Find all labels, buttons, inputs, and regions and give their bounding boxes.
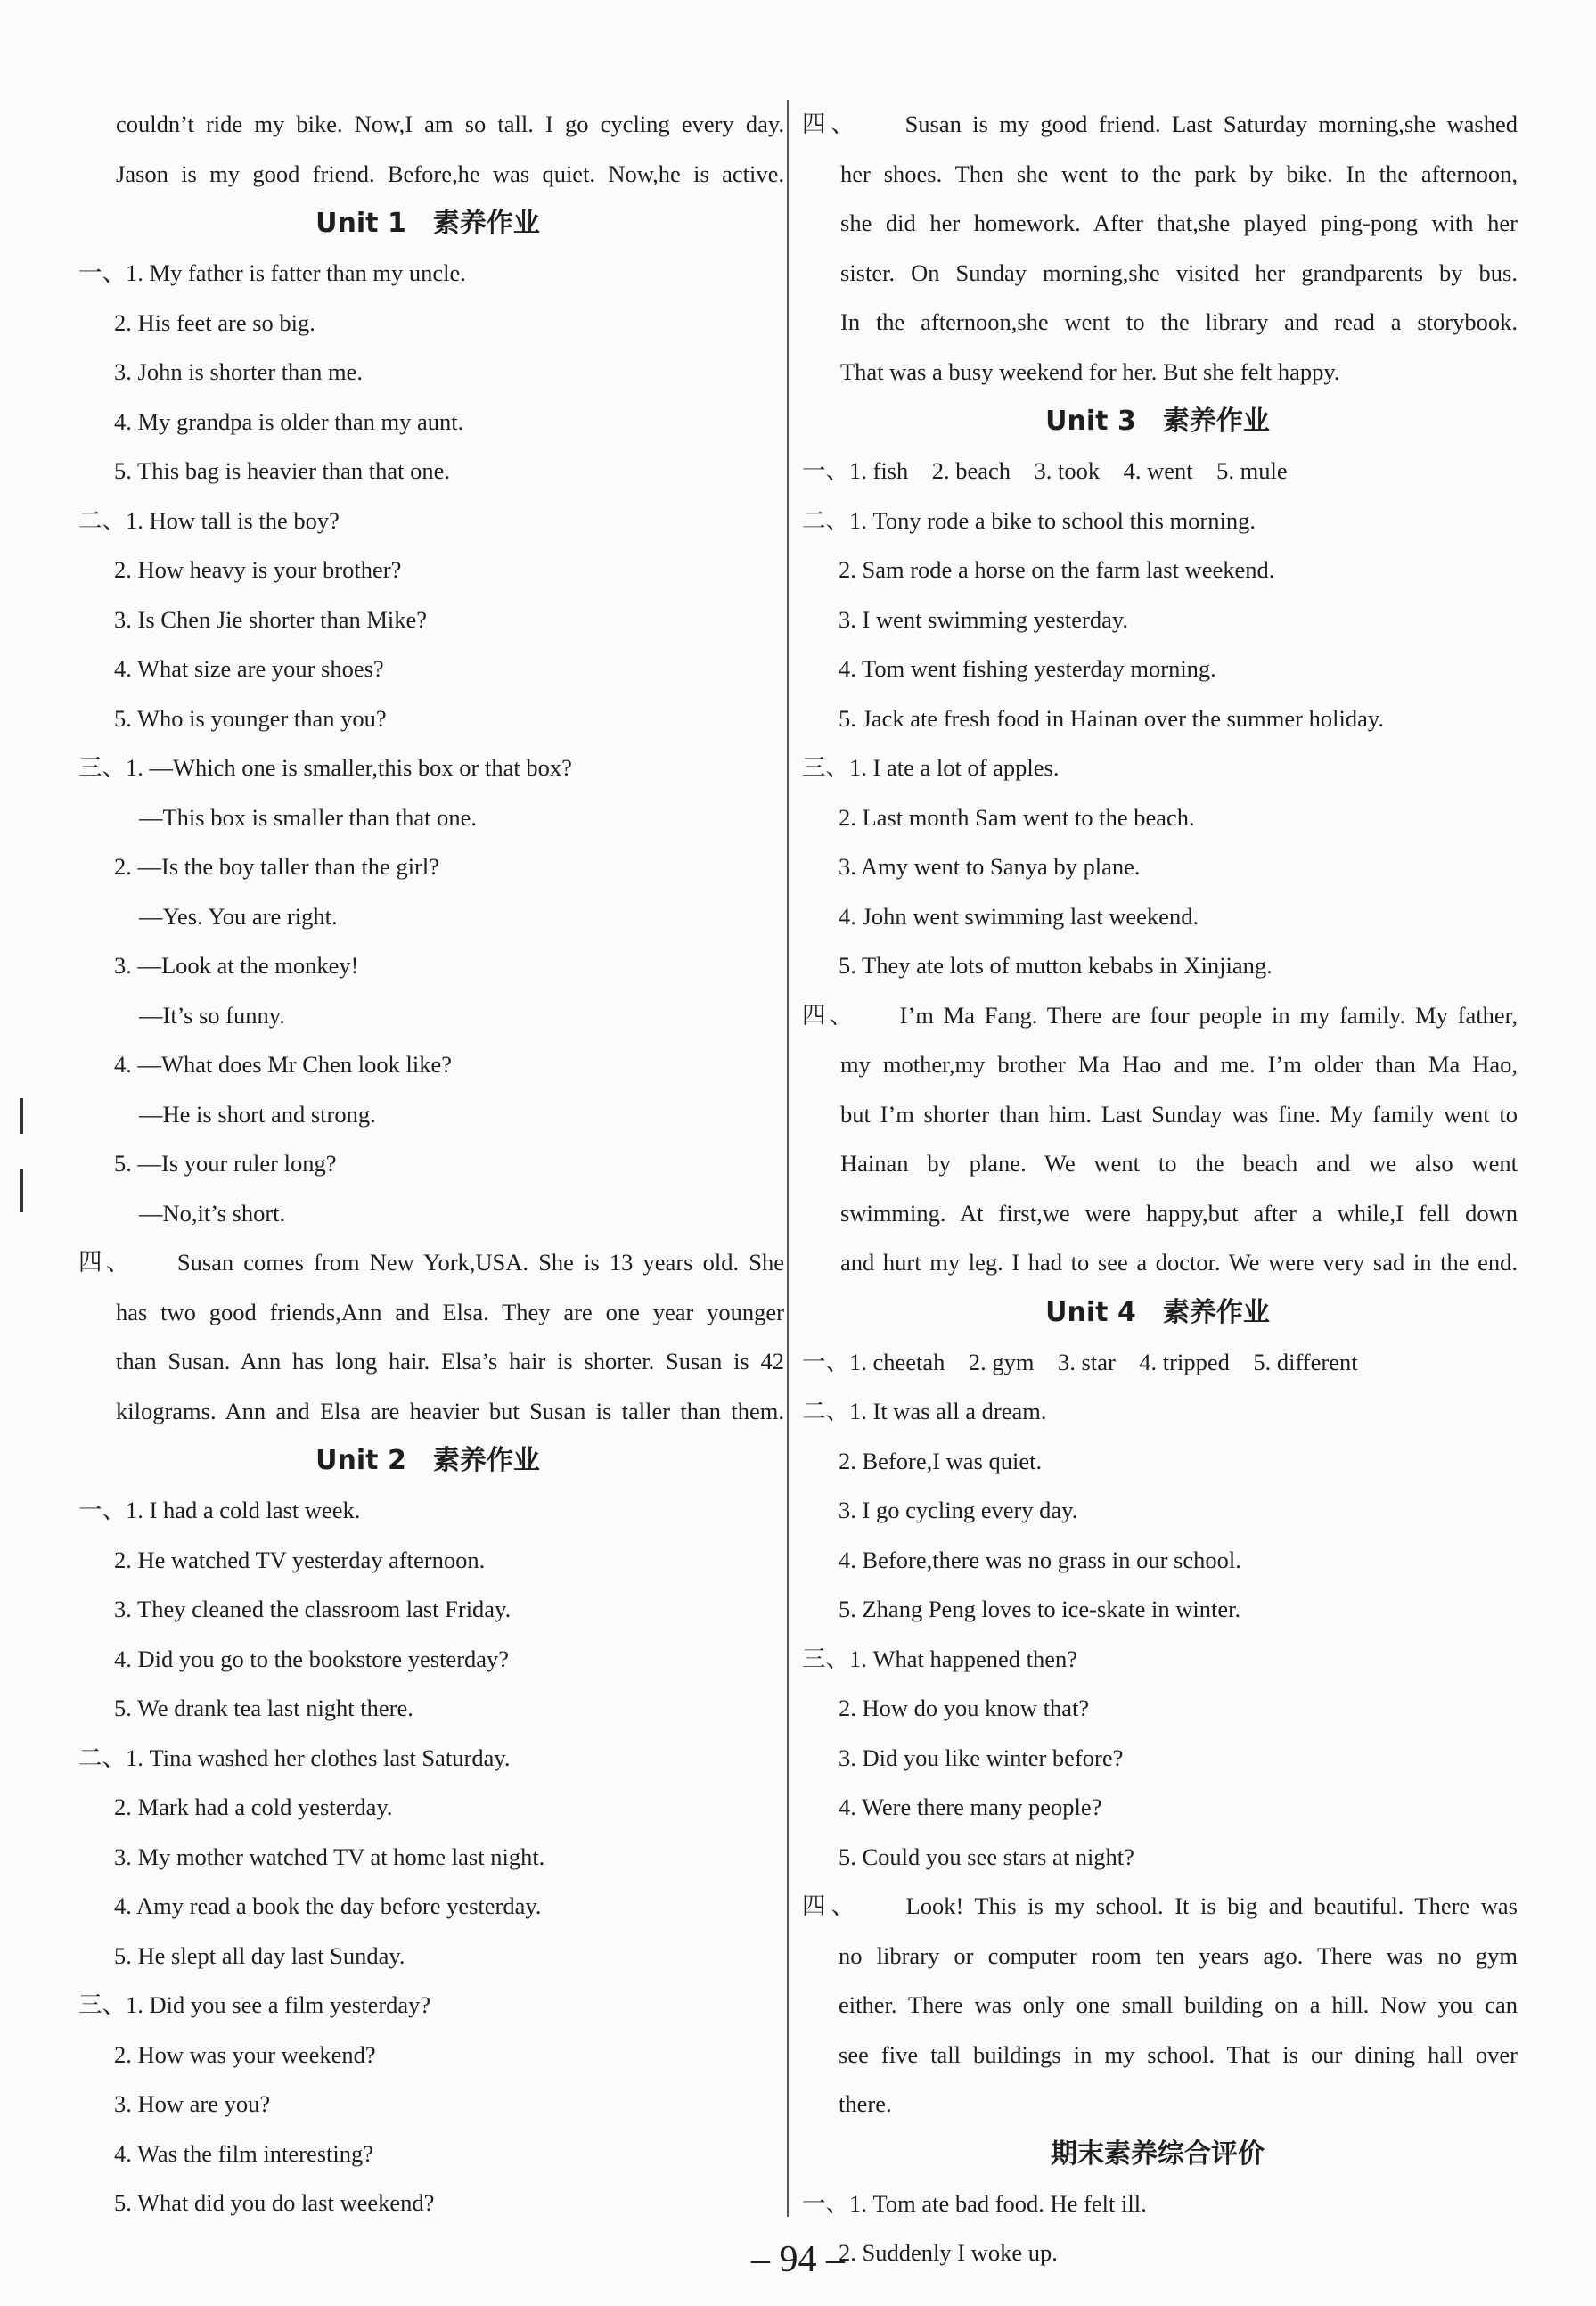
answer-line: 3. My mother watched TV at home last night. [114, 1842, 545, 1870]
answer-line: my mother,my brother Ma Hao and me. I’m older than Ma Hao, [840, 1051, 1518, 1078]
section-heading: Unit 4 素养作业 [1045, 1296, 1270, 1328]
answer-line: 一、1. fish 2. beach 3. took 4. went 5. mule [802, 457, 1288, 484]
answer-line: 2. Suddenly I woke up. [839, 2239, 1058, 2266]
answer-line: —No,it’s short. [139, 1199, 286, 1227]
answer-line: there. [839, 2090, 892, 2117]
answer-line: 四、 Susan is my good friend. Last Saturday morning,she washed [802, 111, 1518, 137]
answer-line: swimming. At first,we were happy,but after a while,I fell down [840, 1199, 1518, 1227]
answer-line: —This box is smaller than that one. [139, 803, 478, 831]
answer-line: 二、1. It was all a dream. [802, 1398, 1047, 1424]
answer-line: 5. —Is your ruler long? [114, 1150, 337, 1177]
left-column [71, 100, 784, 2228]
answer-line: 一、1. I had a cold last week. [78, 1497, 361, 1523]
column-divider [787, 100, 789, 2217]
answer-line: 2. He watched TV yesterday afternoon. [114, 1546, 486, 1573]
answer-line: see five tall buildings in my school. That is our dining hall over [839, 2040, 1518, 2068]
answer-line: 3. I went swimming yesterday. [839, 605, 1129, 633]
answer-line: 一、1. My father is fatter than my uncle. [78, 259, 466, 286]
answer-line: Hainan by plane. We went to the beach and we also went [840, 1150, 1518, 1177]
answer-line: 3. Did you like winter before? [839, 1744, 1124, 1771]
answer-line: —He is short and strong. [139, 1100, 376, 1128]
answer-line: 2. How do you know that? [839, 1695, 1090, 1721]
answer-line: 5. This bag is heavier than that one. [114, 457, 451, 484]
answer-line: 3. John is shorter than me. [114, 358, 363, 385]
answer-line: 3. —Look at the monkey! [114, 952, 359, 979]
section-heading: Unit 3 素养作业 [1045, 406, 1270, 437]
scan-mark [20, 1169, 23, 1212]
section-heading: 期末素养综合评价 [1051, 2138, 1265, 2170]
answer-line: 2. Last month Sam went to the beach. [839, 803, 1195, 831]
answer-line: 2. —Is the boy taller than the girl? [114, 853, 440, 880]
answer-line: 5. They ate lots of mutton kebabs in Xinjiang. [839, 952, 1273, 979]
answer-line: 4. Did you go to the bookstore yesterday? [114, 1645, 510, 1672]
answer-line: but I’m shorter than him. Last Sunday was fine. My family went to [840, 1100, 1518, 1128]
answer-line: 四、 I’m Ma Fang. There are four people in my family. My father, [802, 1001, 1518, 1029]
answer-line: —It’s so funny. [139, 1001, 285, 1029]
answer-line: 二、1. How tall is the boy? [78, 506, 340, 534]
answer-line: 5. We drank tea last night there. [114, 1695, 413, 1721]
page-number: – 94 – [751, 2239, 845, 2280]
answer-line: 4. John went swimming last weekend. [839, 902, 1199, 930]
answer-line: In the afternoon,she went to the library and read a storybook. [840, 308, 1518, 335]
answer-line: than Susan. Ann has long hair. Elsa’s hair is shorter. Susan is 42 [116, 1348, 784, 1375]
answer-line: 3. How are you? [114, 2090, 271, 2117]
answer-line: no library or computer room ten years ago. There was no gym [839, 1941, 1518, 1969]
answer-line: 四、 Susan comes from New York,USA. She is 13 years old. She [78, 1249, 784, 1276]
answer-line: 5. Who is younger than you? [114, 704, 387, 732]
answer-line: 3. Is Chen Jie shorter than Mike? [114, 605, 428, 633]
answer-line: 4. —What does Mr Chen look like? [114, 1051, 453, 1078]
answer-line: 四、 Look! This is my school. It is big and beautiful. There was [802, 1892, 1518, 1919]
answer-line: kilograms. Ann and Elsa are heavier but Susan is taller than them. [116, 1397, 784, 1424]
section-heading: Unit 2 素养作业 [315, 1445, 540, 1476]
answer-line: she did her homework. After that,she played ping-pong with her [840, 209, 1518, 236]
answer-line: 二、1. Tina washed her clothes last Saturday. [78, 1744, 511, 1771]
section-heading: Unit 1 素养作业 [315, 208, 540, 239]
answer-line: 4. Tom went fishing yesterday morning. [839, 655, 1216, 682]
answer-line: 4. What size are your shoes? [114, 655, 384, 682]
answer-line: 3. Amy went to Sanya by plane. [839, 853, 1141, 880]
answer-line: 二、1. Tony rode a bike to school this morning. [802, 506, 1256, 534]
answer-line: 5. What did you do last weekend? [114, 2189, 435, 2216]
answer-line: sister. On Sunday morning,she visited her grandparents by bus. [840, 259, 1518, 286]
answer-line: 三、1. I ate a lot of apples. [802, 754, 1060, 781]
answer-line: That was a busy weekend for her. But she felt happy. [840, 357, 1340, 385]
answer-line: 三、1. What happened then? [802, 1645, 1078, 1672]
answer-line: 2. Before,I was quiet. [839, 1447, 1043, 1474]
answer-line: 5. Jack ate fresh food in Hainan over the summer holiday. [839, 704, 1385, 732]
answer-line: 5. Could you see stars at night? [839, 1842, 1134, 1870]
answer-line: 5. He slept all day last Sunday. [114, 1941, 405, 1969]
answer-line: 3. They cleaned the classroom last Friday. [114, 1596, 512, 1622]
answer-line: 4. My grandpa is older than my aunt. [114, 407, 464, 435]
answer-line: 2. Mark had a cold yesterday. [114, 1793, 393, 1820]
answer-line: 4. Were there many people? [839, 1793, 1102, 1820]
answer-line: 一、1. Tom ate bad food. He felt ill. [802, 2189, 1147, 2217]
answer-line: 一、1. cheetah 2. gym 3. star 4. tripped 5. different [802, 1348, 1358, 1375]
answer-line: 5. Zhang Peng loves to ice-skate in winter. [839, 1596, 1241, 1622]
answer-line: 三、1. —Which one is smaller,this box or that box? [78, 754, 572, 781]
answer-line: 三、1. Did you see a film yesterday? [78, 1991, 431, 2018]
answer-line: 3. I go cycling every day. [839, 1497, 1078, 1523]
answer-line: 2. How was your weekend? [114, 2040, 376, 2068]
answer-line: 2. How heavy is your brother? [114, 556, 402, 583]
answer-line: and hurt my leg. I had to see a doctor. We were very sad in the end. [840, 1249, 1518, 1276]
answer-line: Jason is my good friend. Before,he was quiet. Now,he is active. [116, 160, 784, 187]
answer-line: 4. Was the film interesting? [114, 2139, 374, 2167]
answer-line: 2. Sam rode a horse on the farm last weekend. [839, 556, 1275, 583]
answer-line: 4. Before,there was no grass in our school. [839, 1546, 1241, 1573]
answer-line: has two good friends,Ann and Elsa. They are one year younger [116, 1298, 784, 1325]
answer-line: 4. Amy read a book the day before yesterday. [114, 1892, 542, 1919]
answer-line: either. There was only one small building on a hill. Now you can [839, 1991, 1518, 2018]
answer-line: —Yes. You are right. [139, 902, 338, 930]
answer-line: couldn’t ride my bike. Now,I am so tall. I go cycling every day. [116, 111, 784, 137]
answer-line: 2. His feet are so big. [114, 308, 315, 336]
answer-line: her shoes. Then she went to the park by bike. In the afternoon, [840, 160, 1518, 187]
scan-mark [20, 1098, 23, 1134]
right-column [798, 100, 1518, 2278]
